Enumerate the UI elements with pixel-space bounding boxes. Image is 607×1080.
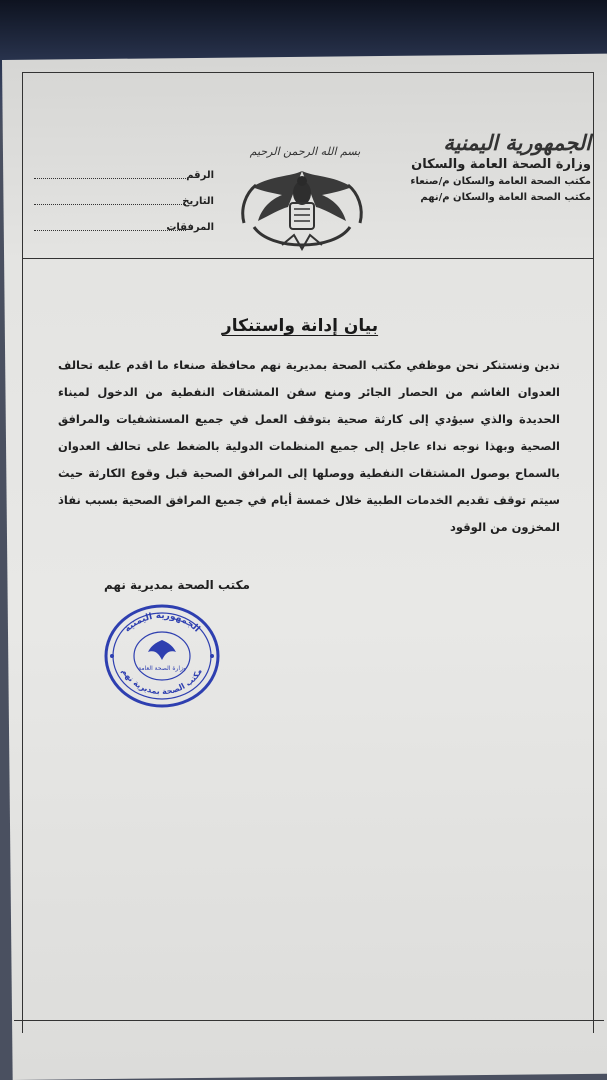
eagle-emblem-icon	[232, 163, 372, 251]
document-body: ندين ونستنكر نحن موظفي مكتب الصحة بمديرية نهم محافظة صنعاء ما اقدم عليه تحالف العدوان الغاشم من الحصار الجائر ومنع سفن المشتقات النفطية من الدخول لميناء الحديدة والذي سيؤدي إلى كارثة صحية بتوقف العمل في جميع المستشفيات والمرافق الصحية وبهذا نوجه نداء عاجل إلى جميع المنظمات الدولية بالضغط على تحالف العدوان بالسماح بوصول المشتقات النفطية ووصلها إلى المرافق الصحية قبل وقوع الكارثة حيث سيتم توقف تقديم الخدمات الطبية خلال خمسة أيام في جميع المرافق الصحية بسبب نفاذ المخزون من الوقود	[58, 358, 560, 534]
date-field	[34, 194, 214, 220]
document-title: بيان إدانة واستنكار	[221, 316, 379, 336]
reference-number-label: الرقم	[186, 170, 214, 181]
reference-fields	[34, 168, 214, 246]
attachments-dotted-line	[34, 230, 186, 231]
office-line-sanaa: مكتب الصحة العامة والسكان م/صنعاء	[410, 176, 591, 187]
ministry-name: وزارة الصحة العامة والسكان	[411, 157, 591, 172]
seal-bottom-text: مكتب الصحة بمديرية نهم	[120, 666, 204, 697]
attachments-label: المرفقات	[166, 222, 214, 233]
seal-top-text: الجمهورية اليمنية	[122, 610, 202, 635]
date-dotted-line	[34, 204, 186, 205]
office-line-nihm: مكتب الصحة العامة والسكان م/نهم	[420, 192, 591, 203]
basmala: بسم الله الرحمن الرحيم	[249, 145, 361, 158]
header-divider	[22, 258, 594, 259]
official-seal	[100, 600, 224, 712]
date-label: التاريخ	[182, 196, 214, 207]
reference-number-dotted-line	[34, 178, 186, 179]
signature-line: مكتب الصحة بمديرية نهم	[104, 578, 250, 592]
footer-divider	[14, 1020, 604, 1021]
svg-text:الجمهورية اليمنية	[123, 611, 202, 635]
reference-number-field	[34, 168, 214, 194]
letterhead	[361, 130, 591, 206]
attachments-field	[34, 220, 214, 246]
seal-inner-text: وزارة الصحة العامة	[138, 665, 186, 672]
country-name: الجمهورية اليمنية	[443, 130, 591, 155]
